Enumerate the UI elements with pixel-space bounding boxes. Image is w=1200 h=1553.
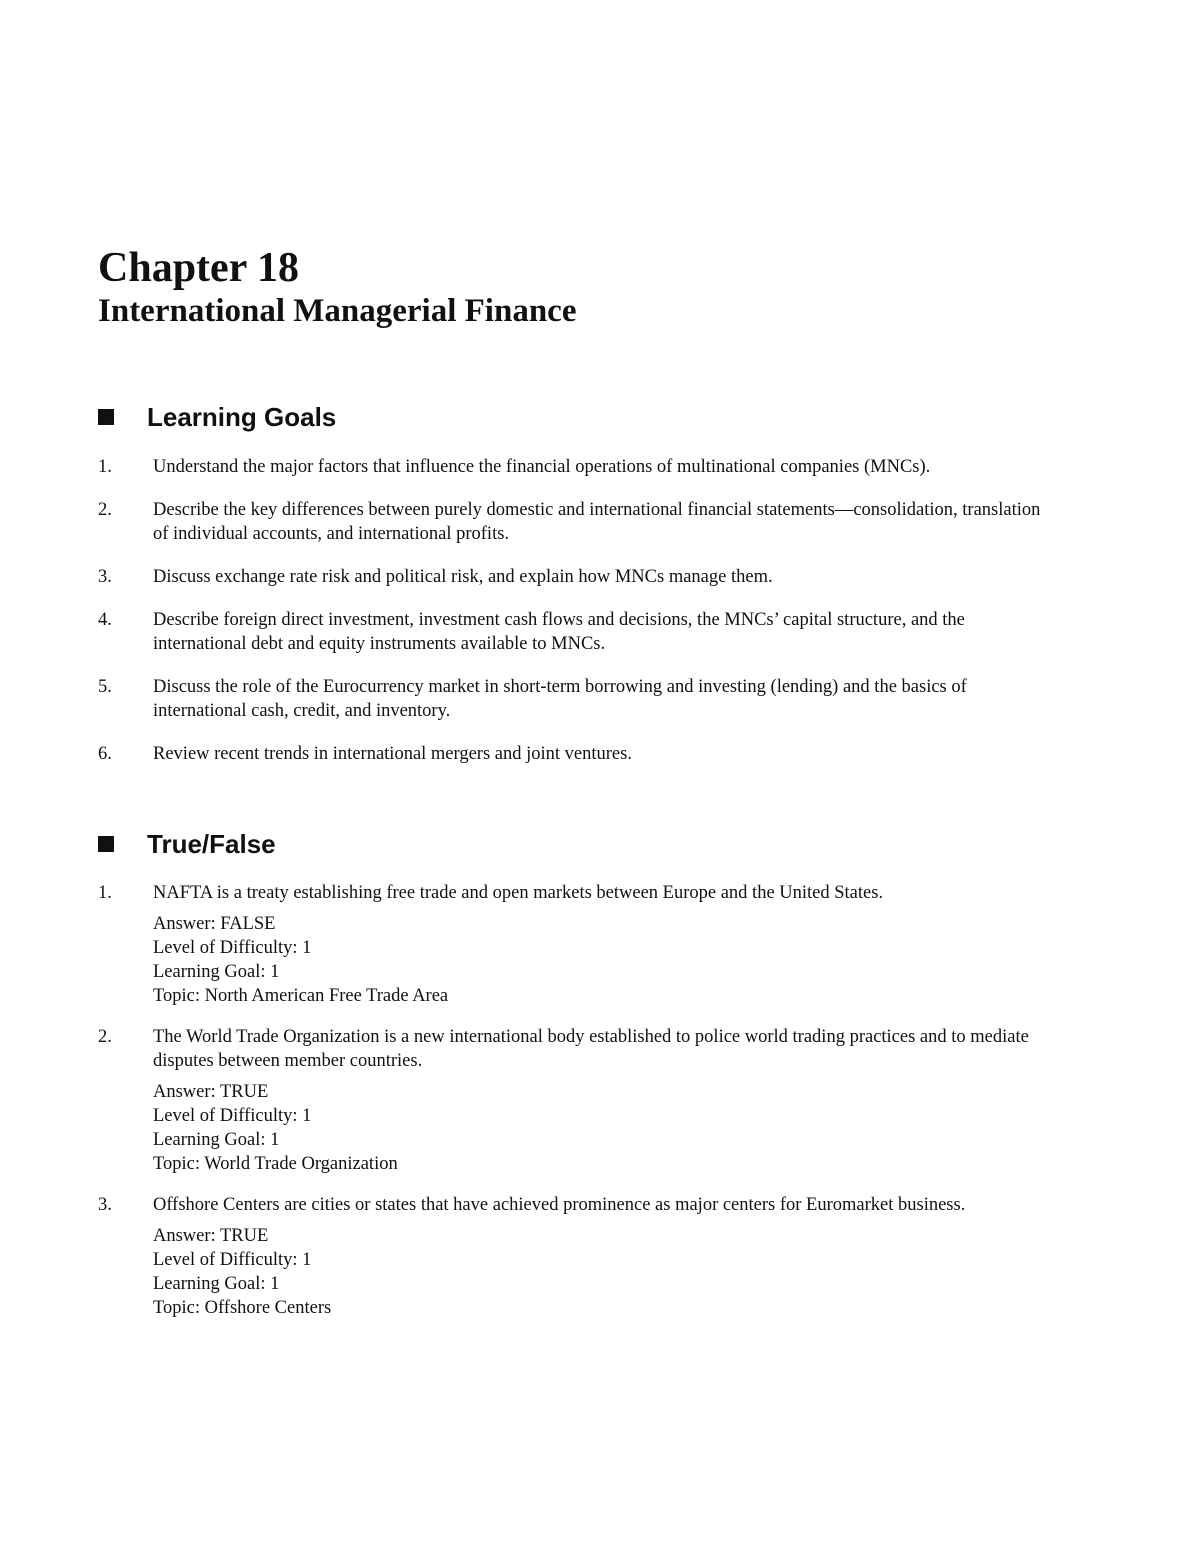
question-text: NAFTA is a treaty establishing free trade and open markets between Europe and the United States. [153, 883, 884, 903]
learning-goals-heading-text: Learning Goals [147, 402, 337, 432]
learning-goal-item [98, 565, 1058, 589]
item-number: 1. [98, 883, 112, 903]
learning-goal-text: Discuss the role of the Eurocurrency market in short-term borrowing and investing (lending) and the basics of international cash, credit, and inventory. [153, 677, 967, 721]
learning-goal-item [98, 608, 1058, 656]
learning-goals-heading [98, 401, 336, 433]
learning-goal-text: Discuss exchange rate risk and political risk, and explain how MNCs manage them. [153, 567, 773, 587]
question-text: The World Trade Organization is a new international body established to police world trading practices and to mediate disputes between member countries. [153, 1027, 1029, 1071]
question-item [98, 881, 1058, 1008]
question-text: Offshore Centers are cities or states that have achieved prominence as major centers for Euromarket business. [153, 1195, 966, 1215]
topic-line: Topic: World Trade Organization [153, 1154, 398, 1174]
item-number: 3. [98, 1195, 112, 1215]
learning-goal-item [98, 742, 1058, 766]
topic-line: Topic: North American Free Trade Area [153, 986, 449, 1006]
square-bullet-icon [98, 836, 114, 852]
learning-goal-line: Learning Goal: 1 [153, 1274, 280, 1294]
item-number: 1. [98, 457, 112, 477]
question-meta [153, 1224, 1058, 1320]
learning-goal-item [98, 498, 1058, 546]
true-false-heading-text: True/False [147, 829, 276, 859]
learning-goal-text: Review recent trends in international mergers and joint ventures. [153, 744, 632, 764]
learning-goal-line: Learning Goal: 1 [153, 962, 280, 982]
question-meta [153, 1080, 1058, 1176]
learning-goal-item [98, 675, 1058, 723]
item-number: 6. [98, 744, 112, 764]
learning-goal-item [98, 455, 1058, 479]
difficulty-line: Level of Difficulty: 1 [153, 938, 312, 958]
difficulty-line: Level of Difficulty: 1 [153, 1250, 312, 1270]
true-false-heading [98, 828, 276, 860]
chapter-number: Chapter 18 [98, 245, 300, 291]
item-number: 3. [98, 567, 112, 587]
chapter-title: International Managerial Finance [98, 293, 577, 329]
item-number: 2. [98, 500, 112, 520]
learning-goal-text: Describe foreign direct investment, investment cash flows and decisions, the MNCs’ capital structure, and the international debt and equity instruments available to MNCs. [153, 610, 965, 654]
true-false-list [98, 881, 1058, 1337]
learning-goals-list [98, 455, 1058, 785]
question-item [98, 1193, 1058, 1320]
learning-goal-text: Understand the major factors that influence the financial operations of multinational companies (MNCs). [153, 457, 931, 477]
item-number: 2. [98, 1027, 112, 1047]
learning-goal-text: Describe the key differences between purely domestic and international financial statements—consolidation, translation of individual accounts, and international profits. [153, 500, 1041, 544]
item-number: 5. [98, 677, 112, 697]
answer-line: Answer: TRUE [153, 1082, 269, 1102]
answer-line: Answer: TRUE [153, 1226, 269, 1246]
question-meta [153, 912, 1058, 1008]
difficulty-line: Level of Difficulty: 1 [153, 1106, 312, 1126]
answer-line: Answer: FALSE [153, 914, 276, 934]
square-bullet-icon [98, 409, 114, 425]
question-item [98, 1025, 1058, 1176]
item-number: 4. [98, 610, 112, 630]
topic-line: Topic: Offshore Centers [153, 1298, 332, 1318]
learning-goal-line: Learning Goal: 1 [153, 1130, 280, 1150]
